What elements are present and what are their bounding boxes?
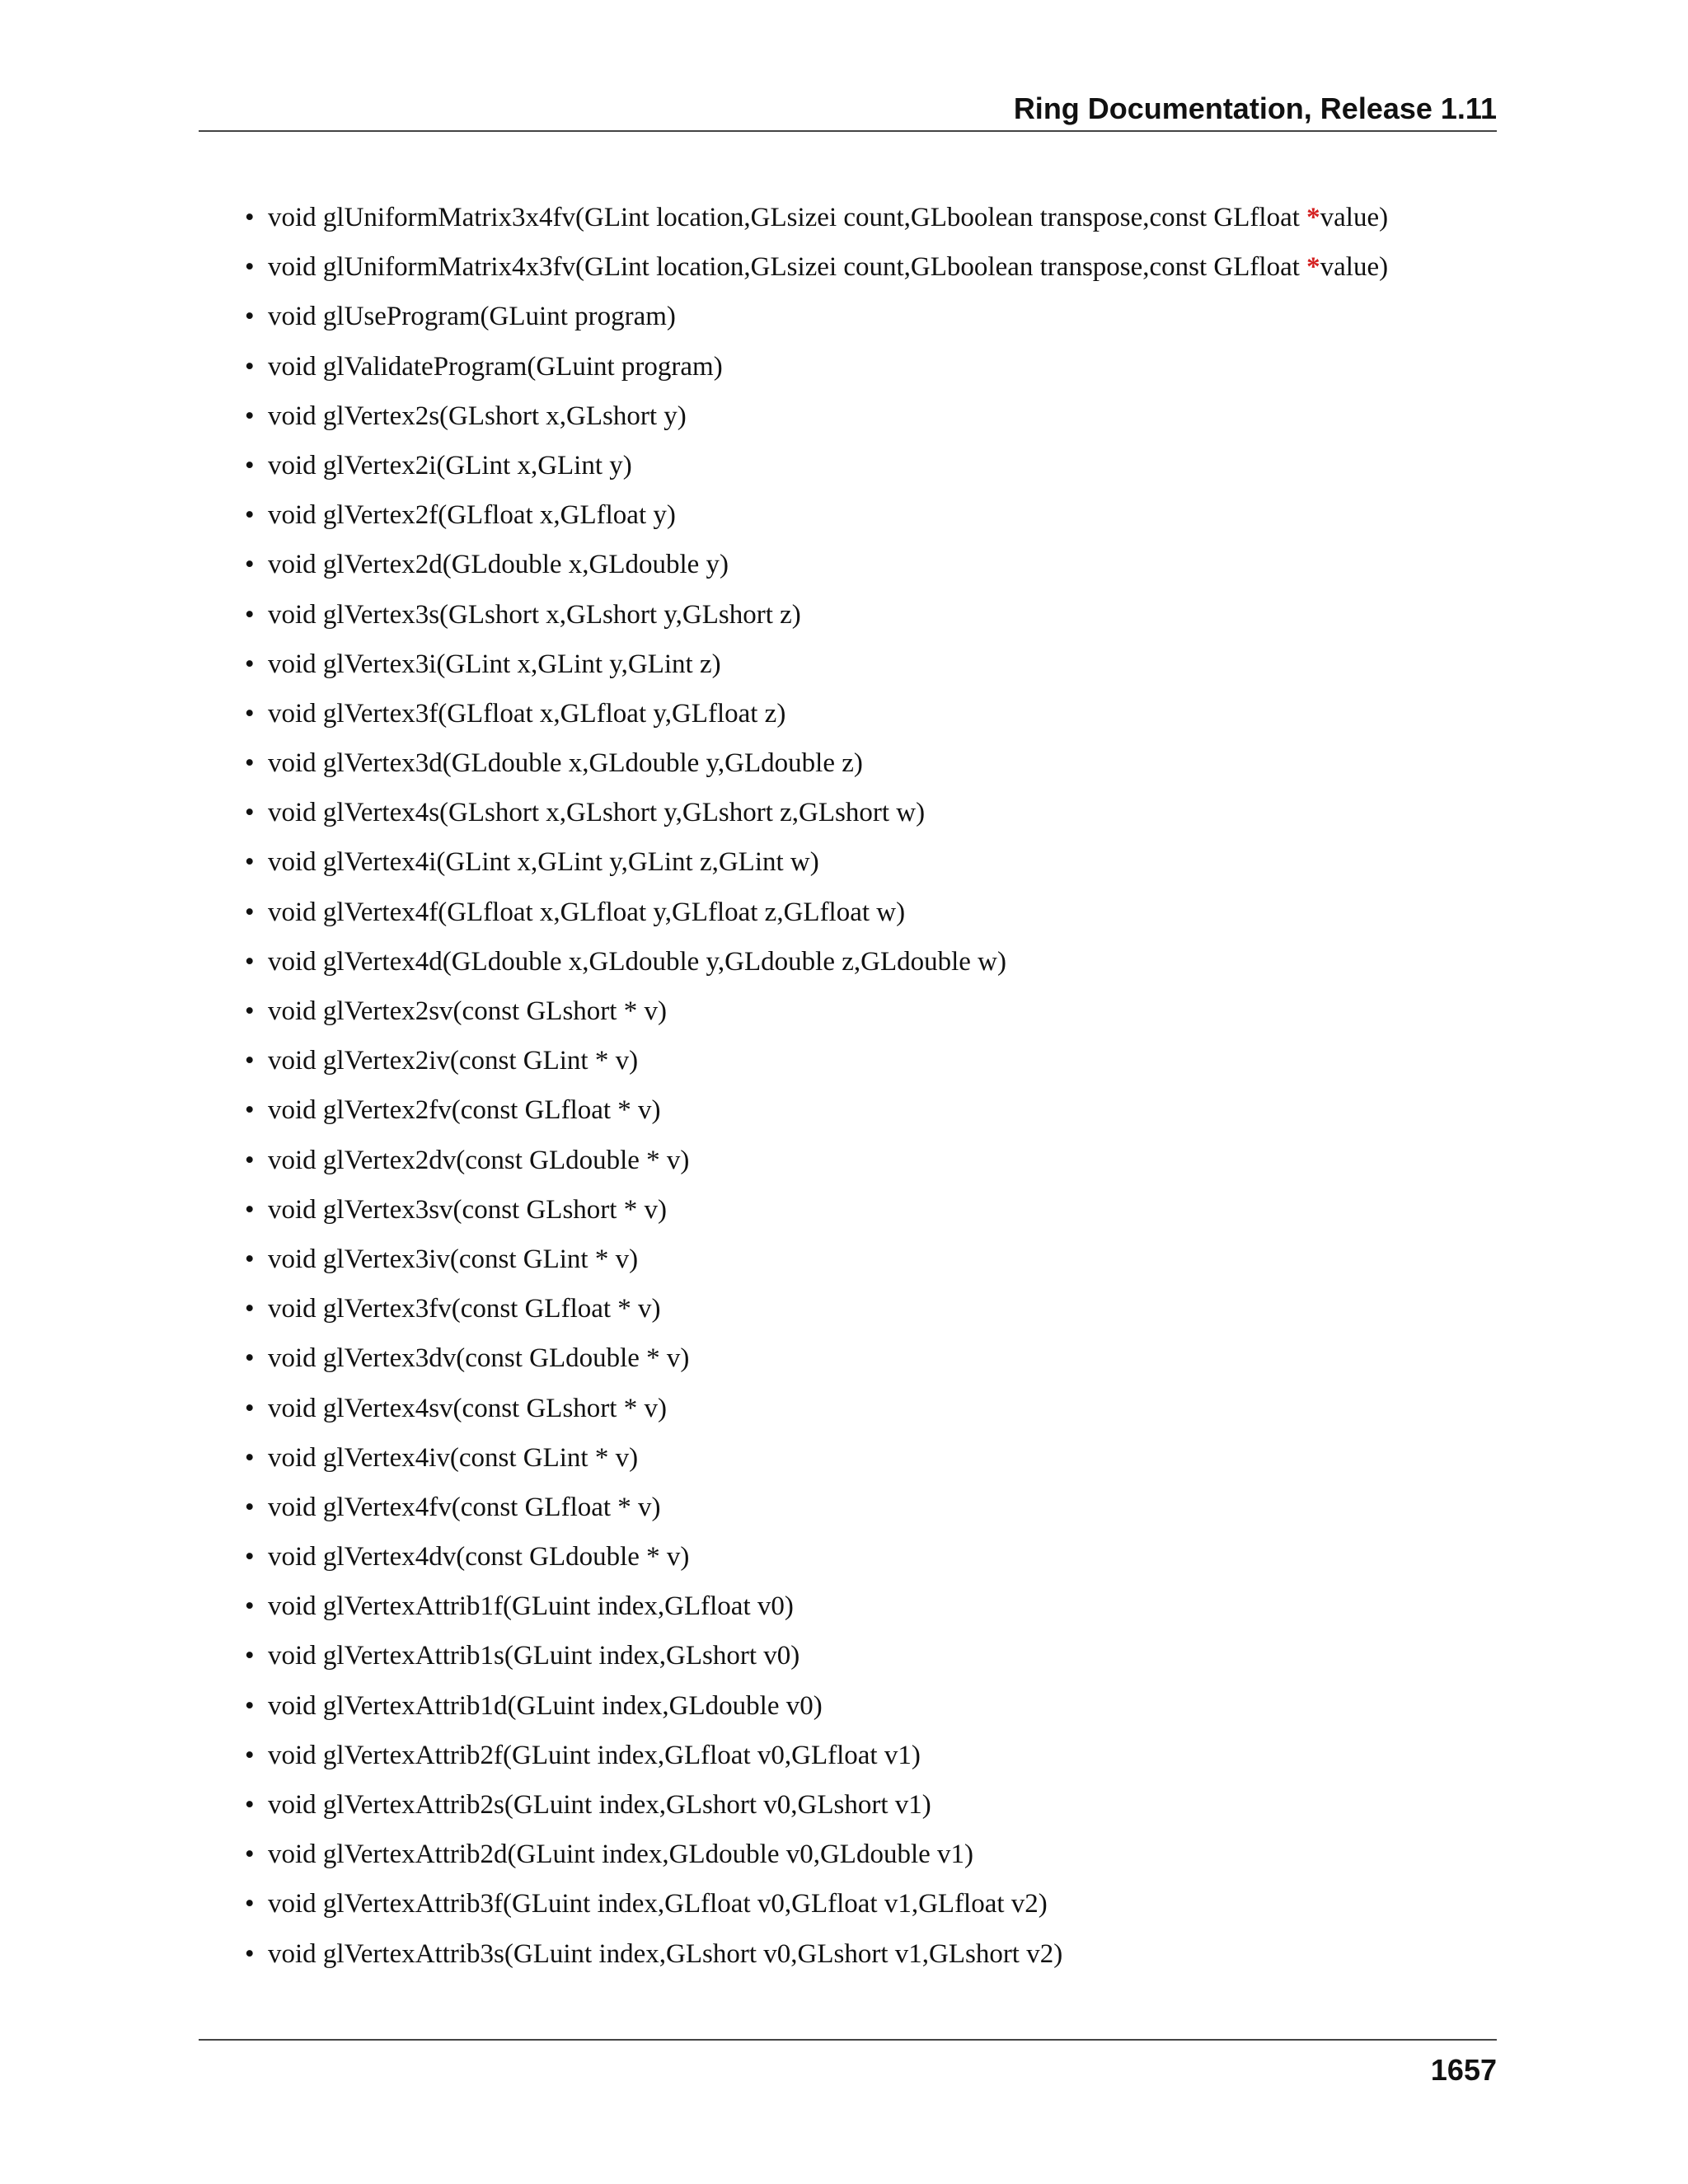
function-signature-end: value) — [1320, 203, 1389, 232]
list-item — [245, 738, 1498, 788]
list-item — [245, 1136, 1498, 1185]
list-item — [245, 1384, 1498, 1433]
function-signature: void glVertex3dv(const GLdouble * v) — [268, 1343, 690, 1374]
list-item — [245, 937, 1498, 987]
list-item — [245, 1929, 1498, 1979]
function-signature: void glVertexAttrib2f(GLuint index,GLfloat v0,GLfloat v1) — [268, 1740, 921, 1770]
list-item — [245, 1879, 1498, 1929]
list-item — [245, 391, 1498, 441]
function-signature: void glVertex3f(GLfloat x,GLfloat y,GLfloat z) — [268, 698, 786, 729]
function-list — [245, 193, 1498, 1979]
list-item — [245, 193, 1498, 242]
bullet-icon: • — [245, 1740, 255, 1770]
bullet-icon: • — [245, 351, 255, 382]
list-item — [245, 540, 1498, 589]
list-item — [245, 1235, 1498, 1284]
list-item — [245, 987, 1498, 1036]
bullet-icon: • — [245, 450, 255, 480]
function-signature: void glVertex2iv(const GLint * v) — [268, 1046, 639, 1076]
function-signature: void glVertexAttrib1f(GLuint index,GLfloat v0) — [268, 1591, 794, 1622]
bullet-icon: • — [245, 1889, 255, 1919]
list-item — [245, 342, 1498, 391]
bullet-icon: • — [245, 1294, 255, 1324]
bullet-icon: • — [245, 748, 255, 779]
function-signature: void glVertex4d(GLdouble x,GLdouble y,GLdouble z,GLdouble w) — [268, 946, 1006, 977]
bullet-icon: • — [245, 203, 255, 232]
bullet-icon: • — [245, 550, 255, 580]
list-item — [245, 888, 1498, 937]
function-signature: void glVertex3iv(const GLint * v) — [268, 1244, 639, 1274]
bullet-icon: • — [245, 252, 255, 283]
bullet-icon: • — [245, 1393, 255, 1423]
list-item — [245, 1582, 1498, 1631]
list-item — [245, 1532, 1498, 1582]
bullet-icon: • — [245, 1591, 255, 1622]
list-item — [245, 640, 1498, 689]
bullet-icon: • — [245, 1492, 255, 1522]
pointer-star: * — [1306, 252, 1320, 283]
function-signature: void glVertexAttrib2d(GLuint index,GLdouble v0,GLdouble v1) — [268, 1840, 974, 1870]
pointer-star: * — [1306, 203, 1320, 232]
list-item — [245, 1433, 1498, 1483]
function-signature: void glVertex2d(GLdouble x,GLdouble y) — [268, 550, 729, 580]
function-signature: void glVertex4iv(const GLint * v) — [268, 1442, 639, 1473]
function-signature: void glVertex2dv(const GLdouble * v) — [268, 1145, 690, 1175]
function-signature-end: value) — [1320, 252, 1389, 283]
function-signature: void glUseProgram(GLuint program) — [268, 302, 676, 332]
list-item — [245, 1185, 1498, 1235]
function-signature: void glVertex3i(GLint x,GLint y,GLint z) — [268, 649, 721, 679]
bullet-icon: • — [245, 1343, 255, 1374]
function-signature: void glVertex2i(GLint x,GLint y) — [268, 450, 632, 480]
function-signature: void glVertexAttrib1s(GLuint index,GLshort v0) — [268, 1641, 800, 1671]
bullet-icon: • — [245, 996, 255, 1026]
list-item — [245, 1780, 1498, 1830]
page-header — [199, 89, 1497, 132]
function-signature: void glVertex4f(GLfloat x,GLfloat y,GLfloat z,GLfloat w) — [268, 897, 906, 927]
function-signature: void glVertex4i(GLint x,GLint y,GLint z,GLint w) — [268, 847, 819, 878]
function-signature: void glValidateProgram(GLuint program) — [268, 351, 723, 382]
list-item — [245, 1830, 1498, 1879]
function-signature: void glVertex4fv(const GLfloat * v) — [268, 1492, 661, 1522]
bullet-icon: • — [245, 1244, 255, 1274]
document-title: Ring Documentation, Release 1.11 — [1013, 91, 1497, 125]
list-item — [245, 837, 1498, 887]
bullet-icon: • — [245, 1938, 255, 1969]
function-signature: void glVertex2sv(const GLshort * v) — [268, 996, 667, 1026]
function-signature: void glVertex4s(GLshort x,GLshort y,GLshort z,GLshort w) — [268, 798, 926, 828]
function-signature: void glVertexAttrib3s(GLuint index,GLshort v0,GLshort v1,GLshort v2) — [268, 1938, 1063, 1969]
bullet-icon: • — [245, 401, 255, 431]
bullet-icon: • — [245, 946, 255, 977]
list-item — [245, 1333, 1498, 1383]
function-signature: void glVertexAttrib1d(GLuint index,GLdouble v0) — [268, 1690, 823, 1721]
bullet-icon: • — [245, 1790, 255, 1820]
page-footer — [199, 2039, 1497, 2087]
bullet-icon: • — [245, 897, 255, 927]
bullet-icon: • — [245, 847, 255, 878]
list-item — [245, 292, 1498, 341]
bullet-icon: • — [245, 302, 255, 332]
function-signature: void glVertex2fv(const GLfloat * v) — [268, 1095, 661, 1126]
list-item — [245, 788, 1498, 837]
list-item — [245, 1036, 1498, 1085]
function-signature: void glVertex3s(GLshort x,GLshort y,GLshort z) — [268, 599, 801, 630]
function-signature: void glVertex2f(GLfloat x,GLfloat y) — [268, 500, 676, 531]
list-item — [245, 441, 1498, 490]
bullet-icon: • — [245, 500, 255, 531]
list-item — [245, 1085, 1498, 1135]
list-item — [245, 490, 1498, 540]
list-item — [245, 590, 1498, 640]
function-signature: void glVertex3sv(const GLshort * v) — [268, 1194, 667, 1225]
bullet-icon: • — [245, 1095, 255, 1126]
page-number: 1657 — [1430, 2053, 1497, 2087]
bullet-icon: • — [245, 649, 255, 679]
bullet-icon: • — [245, 798, 255, 828]
bullet-icon: • — [245, 1046, 255, 1076]
bullet-icon: • — [245, 1145, 255, 1175]
function-signature: void glUniformMatrix3x4fv(GLint location,GLsizei count,GLboolean transpose,const GLfloat — [268, 203, 1307, 232]
list-item — [245, 1483, 1498, 1532]
bullet-icon: • — [245, 698, 255, 729]
bullet-icon: • — [245, 1690, 255, 1721]
bullet-icon: • — [245, 1641, 255, 1671]
list-item — [245, 1631, 1498, 1680]
function-signature: void glVertex3d(GLdouble x,GLdouble y,GLdouble z) — [268, 748, 863, 779]
function-signature: void glVertex3fv(const GLfloat * v) — [268, 1294, 661, 1324]
function-signature: void glVertex2s(GLshort x,GLshort y) — [268, 401, 687, 431]
list-item — [245, 242, 1498, 292]
function-signature: void glVertexAttrib2s(GLuint index,GLshort v0,GLshort v1) — [268, 1790, 931, 1820]
function-signature: void glVertex4dv(const GLdouble * v) — [268, 1542, 690, 1572]
list-item — [245, 689, 1498, 738]
bullet-icon: • — [245, 599, 255, 630]
list-item — [245, 1731, 1498, 1780]
function-signature: void glVertexAttrib3f(GLuint index,GLfloat v0,GLfloat v1,GLfloat v2) — [268, 1889, 1048, 1919]
bullet-icon: • — [245, 1442, 255, 1473]
function-signature: void glUniformMatrix4x3fv(GLint location,GLsizei count,GLboolean transpose,const GLfloat — [268, 252, 1307, 283]
bullet-icon: • — [245, 1840, 255, 1870]
function-signature: void glVertex4sv(const GLshort * v) — [268, 1393, 667, 1423]
list-item — [245, 1681, 1498, 1731]
list-item — [245, 1284, 1498, 1333]
bullet-icon: • — [245, 1542, 255, 1572]
bullet-icon: • — [245, 1194, 255, 1225]
